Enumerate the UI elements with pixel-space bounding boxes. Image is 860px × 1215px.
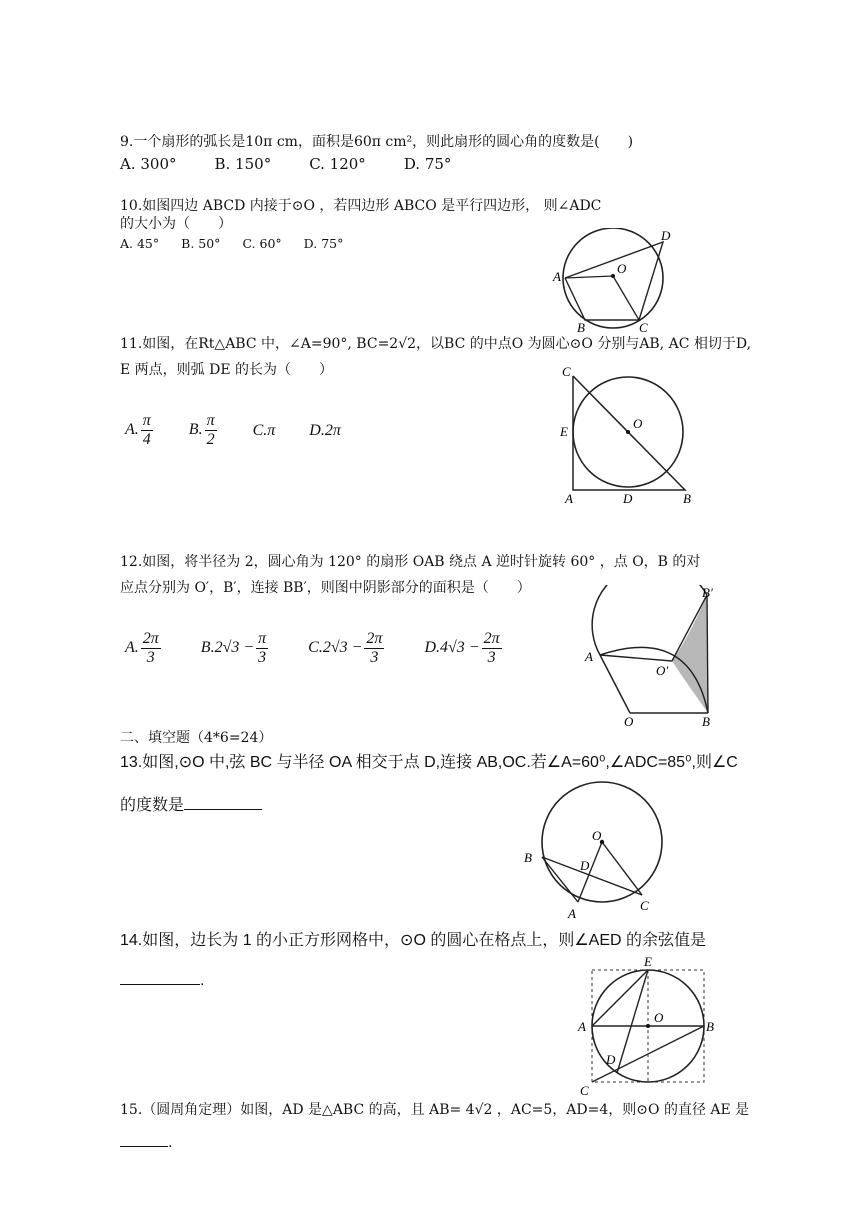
q14-center-dot bbox=[646, 1024, 650, 1028]
q13-label-d: D bbox=[580, 858, 590, 873]
q13-label-b: B bbox=[524, 850, 532, 865]
q12-option-b: B.2√3 − $\frac{\pi}{3}$ bbox=[200, 630, 267, 666]
q14-label-b: B bbox=[706, 1019, 714, 1034]
q11-option-c: C.π bbox=[252, 421, 276, 439]
q14-answer-blank[interactable] bbox=[120, 984, 200, 985]
q10-options bbox=[120, 235, 343, 253]
q12-stem-line1: 12.如图，将半径为 2，圆心角为 120° 的扇形 OAB 绕点 A 逆时针旋转 60° ，点 O，B 的对 bbox=[120, 554, 701, 570]
q10-stem-line1: 10.如图四边 ABCD 内接于⊙O ，若四边形 ABCO 是平行四边形， 则∠ADC bbox=[120, 198, 602, 214]
q10-option-d: D. 75° bbox=[303, 236, 344, 251]
q10-figure bbox=[545, 228, 675, 334]
q12-option-a: A. $\frac{2\pi}{3}$ bbox=[125, 630, 159, 666]
q12-figure bbox=[580, 585, 725, 730]
q10-stem-line2: 的大小为（ ） bbox=[120, 216, 232, 232]
q11-label-c: C bbox=[562, 364, 571, 379]
q13-label-o: O bbox=[592, 828, 602, 843]
q14-label-a: A bbox=[578, 1019, 586, 1034]
q10-option-a: A. 45° bbox=[120, 236, 160, 251]
q10-label-d: D bbox=[661, 228, 671, 243]
section-heading: 二、填空题（4*6=24） bbox=[120, 730, 273, 746]
q11-option-d: D.2π bbox=[309, 421, 341, 439]
q14-figure bbox=[570, 952, 720, 1098]
q13-answer-blank[interactable] bbox=[184, 809, 262, 810]
q15-answer-line: . bbox=[120, 1133, 172, 1153]
q10-label-o: O bbox=[617, 261, 627, 276]
q13-figure bbox=[518, 778, 670, 920]
q9-options bbox=[120, 154, 451, 174]
q12-label-b1: B′ bbox=[702, 585, 713, 600]
q10-option-b: B. 50° bbox=[181, 236, 221, 251]
q12-label-o: O bbox=[624, 714, 634, 729]
q11-option-a: A. $\frac{\pi}{4}$ bbox=[125, 412, 151, 448]
q11-figure bbox=[555, 362, 705, 506]
q13-label-c: C bbox=[640, 898, 649, 913]
q15-stem: 15.（圆周角定理）如图，AD 是△ABC 的高，且 AB= 4√2 ，AC=5，AD=4，则⊙O 的直径 AE 是 bbox=[120, 1102, 750, 1118]
q12-label-a: A bbox=[585, 649, 593, 664]
q13-stem-line2: 的度数是 bbox=[120, 795, 262, 817]
q13-stem-line1: 13.如图,⊙O 中,弦 BC 与半径 OA 相交于点 D,连接 AB,OC.若∠A=60⁰,∠ADC=85⁰,则∠C bbox=[120, 754, 738, 771]
q14-label-e: E bbox=[644, 954, 652, 969]
q13-label-a: A bbox=[568, 906, 576, 920]
q10-label-a: A bbox=[553, 269, 561, 284]
q12-label-o1: O′ bbox=[656, 663, 669, 678]
q10-label-b: B bbox=[577, 320, 585, 334]
q11-label-d: D bbox=[623, 491, 633, 506]
q9-option-a: A. 300° bbox=[120, 155, 177, 173]
q11-stem-line2: E 两点，则弧 DE 的长为（ ） bbox=[120, 362, 334, 378]
q11-label-b: B bbox=[683, 491, 691, 506]
q9-option-b: B. 150° bbox=[214, 155, 272, 173]
q12-option-c: C.2√3 − $\frac{2\pi}{3}$ bbox=[308, 630, 383, 666]
q9-stem: 9.一个扇形的弧长是10π cm，面积是60π cm²，则此扇形的圆心角的度数是( ) bbox=[120, 134, 634, 150]
q10-quadrilateral bbox=[565, 242, 663, 320]
q12-segment-ao1 bbox=[600, 655, 672, 661]
q14-stem: 14.如图，边长为 1 的小正方形网格中，⊙O 的圆心在格点上，则∠AED 的余弦值是 bbox=[120, 932, 707, 949]
q12-option-d: D.4√3 − $\frac{2\pi}{3}$ bbox=[424, 630, 500, 666]
q14-label-c: C bbox=[580, 1083, 589, 1098]
q12-options bbox=[125, 630, 504, 667]
q12-segment-ao bbox=[600, 655, 630, 713]
q11-label-o: O bbox=[633, 416, 643, 431]
q12-segment-bb1 bbox=[707, 595, 708, 713]
q11-option-b: B. $\frac{\pi}{2}$ bbox=[188, 412, 215, 448]
q15-answer-blank[interactable] bbox=[120, 1146, 168, 1147]
q10-option-c: C. 60° bbox=[242, 236, 282, 251]
q10-segment-oc bbox=[613, 276, 639, 320]
q10-label-c: C bbox=[639, 320, 648, 334]
q14-label-d: D bbox=[606, 1052, 616, 1067]
q11-label-a: A bbox=[565, 491, 573, 506]
q9-option-d: D. 75° bbox=[403, 155, 452, 173]
q11-stem-line1: 11.如图，在Rt△ABC 中，∠A=90°, BC=2√2，以BC 的中点O 为圆心⊙O 分别与AB, AC 相切于D, bbox=[120, 336, 752, 352]
q9-option-c: C. 120° bbox=[309, 155, 366, 173]
q10-center-dot bbox=[611, 274, 615, 278]
q12-label-b: B bbox=[702, 714, 710, 729]
q11-options bbox=[125, 412, 341, 449]
q12-stem-line2: 应点分别为 O′，B′，连接 BB′，则图中阴影部分的面积是（ ） bbox=[120, 580, 531, 596]
q14-answer-line: . bbox=[120, 970, 204, 992]
q14-label-o: O bbox=[654, 1010, 664, 1025]
q11-center-dot bbox=[626, 430, 630, 434]
q11-label-e: E bbox=[560, 424, 568, 439]
q10-segment-ao bbox=[565, 276, 613, 278]
